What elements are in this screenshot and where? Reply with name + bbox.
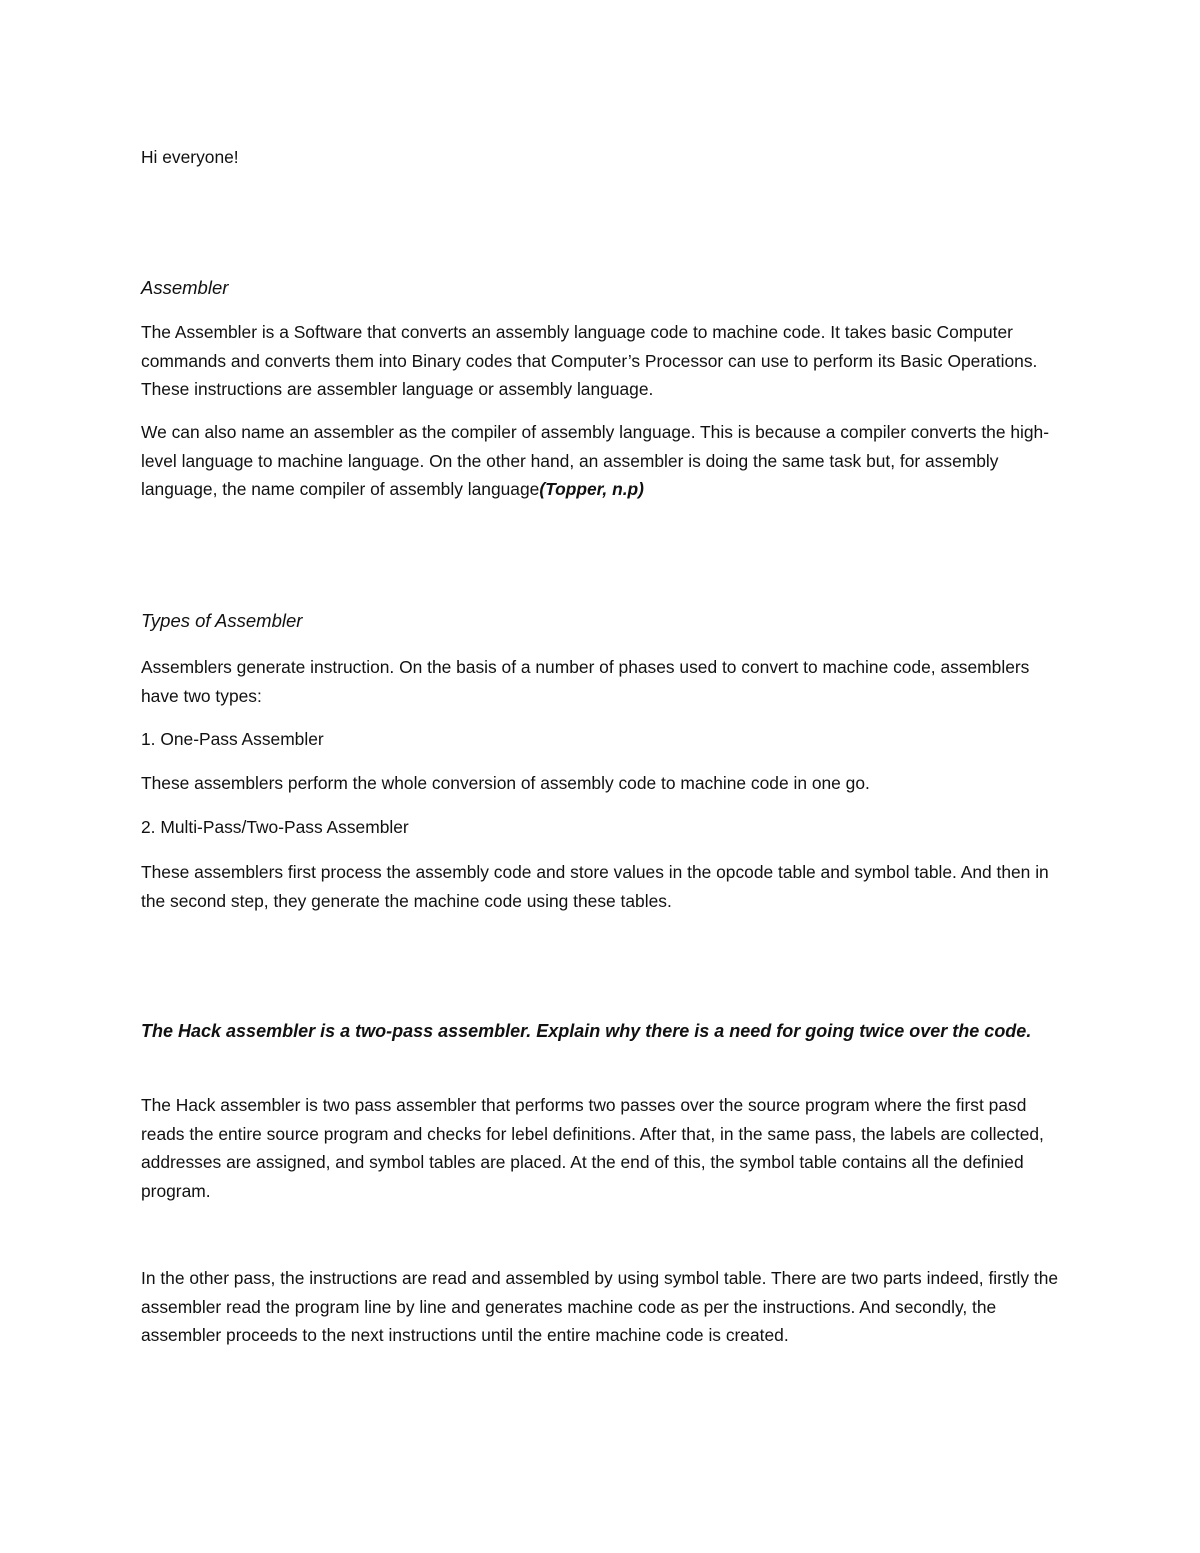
assembler-paragraph-1: The Assembler is a Software that converts an assembly language code to machine code. It takes basic Computer commands and converts them into Binary codes that Computer’s Processor can use to perform its Basic Operations. These instructions are assembler language or assembly language. [141, 322, 1038, 399]
hack-question-heading: The Hack assembler is a two-pass assembler. Explain why there is a need for going twice over the code. [141, 1021, 1032, 1041]
assembler-heading: Assembler [141, 277, 229, 298]
types-heading: Types of Assembler [141, 610, 303, 631]
assembler-paragraph-2-text: We can also name an assembler as the compiler of assembly language. This is because a compiler converts the high-level language to machine language. On the other hand, an assembler is doing the same task but, for assembly language, the name compiler of assembly language [141, 422, 1049, 499]
hack-paragraph-1: The Hack assembler is two pass assembler that performs two passes over the source program where the first pasd reads the entire source program and checks for lebel definitions. After that, in the same pass, the labels are collected, addresses are assigned, and symbol tables are placed. At the end of this, the symbol table contains all the definied program. [141, 1095, 1044, 1201]
greeting-text: Hi everyone! [141, 147, 239, 167]
multi-pass-title: 2. Multi-Pass/Two-Pass Assembler [141, 817, 409, 837]
one-pass-title: 1. One-Pass Assembler [141, 729, 324, 749]
one-pass-description: These assemblers perform the whole conversion of assembly code to machine code in one go. [141, 773, 870, 793]
citation-topper: (Topper, n.p) [539, 479, 644, 499]
types-intro: Assemblers generate instruction. On the basis of a number of phases used to convert to machine code, assemblers have two types: [141, 657, 1030, 706]
assembler-paragraph-2 [141, 418, 1066, 504]
hack-paragraph-2: In the other pass, the instructions are read and assembled by using symbol table. There are two parts indeed, firstly the assembler read the program line by line and generates machine code as per the instructions. And secondly, the assembler proceeds to the next instructions until the entire machine code is created. [141, 1268, 1059, 1345]
multi-pass-description: These assemblers first process the assembly code and store values in the opcode table and symbol table. And then in the second step, they generate the machine code using these tables. [141, 862, 1049, 911]
